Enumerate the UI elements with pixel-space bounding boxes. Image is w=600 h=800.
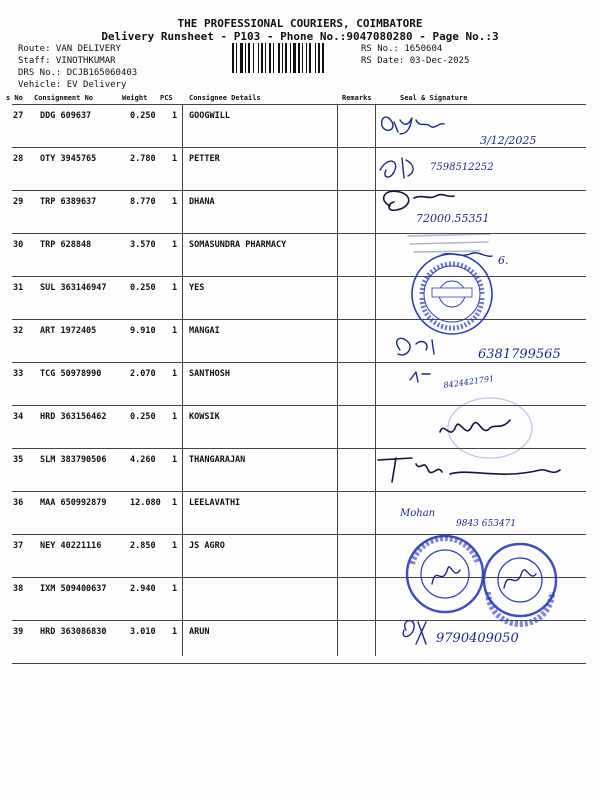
consignee-divider — [182, 104, 183, 656]
row-consignment-no: NEY 40221116 — [40, 541, 102, 551]
row-pcs: 1 — [172, 240, 178, 250]
barcode-bar — [248, 43, 250, 73]
row-pcs: 1 — [172, 412, 178, 422]
faded-stamp-r30 — [408, 234, 490, 252]
row-pcs: 1 — [172, 584, 178, 594]
r27-date: 3/12/2025 — [480, 134, 537, 147]
r28-phone: 7598512252 — [430, 162, 494, 173]
row-consignment-no: IXM 509400637 — [40, 584, 107, 594]
signature-r34 — [440, 420, 510, 432]
barcode-bar — [298, 43, 300, 73]
r30-note: 6. — [498, 254, 509, 267]
barcode-bar — [261, 43, 263, 73]
row-sno: 38 — [13, 584, 24, 594]
barcode-bar — [309, 43, 311, 73]
r36-name: Mohan — [400, 508, 436, 519]
signature-r29 — [384, 191, 454, 210]
row-sno: 37 — [13, 541, 24, 551]
r39-phone: 9790409050 — [436, 631, 519, 646]
barcode-bar — [278, 43, 280, 73]
row-consignment-no: TCG 50978990 — [40, 369, 102, 379]
row-sno: 29 — [13, 197, 24, 207]
drs-number: DRS No.: DCJB165060403 — [18, 68, 138, 78]
row-weight: 9.910 — [130, 326, 156, 336]
col-weight: Weight — [122, 94, 148, 102]
row-consignee: THANGARAJAN — [189, 455, 246, 465]
col-sno: s No — [6, 94, 23, 102]
barcode-bar — [253, 43, 254, 73]
row-sno: 31 — [13, 283, 24, 293]
row-weight: 0.250 — [130, 412, 156, 422]
staff-label: Staff: VINOTHKUMAR — [18, 56, 116, 66]
signature-r35-tail — [450, 470, 560, 474]
row-consignment-no: SLM 383790506 — [40, 455, 107, 465]
rs-number: RS No.: 1650604 — [361, 44, 443, 54]
row-consignee: ARUN — [189, 627, 210, 637]
row-consignment-no: TRP 628848 — [40, 240, 92, 250]
r33-phone: 8424421791 — [443, 373, 495, 390]
row-sno: 35 — [13, 455, 24, 465]
col-consignment: Consignment No — [34, 94, 94, 102]
row-consignment-no: HRD 363156462 — [40, 412, 107, 422]
row-pcs: 1 — [172, 326, 178, 336]
row-sno: 39 — [13, 627, 24, 637]
row-pcs: 1 — [172, 154, 178, 164]
signature-r33 — [410, 372, 430, 382]
signature-r27 — [382, 117, 444, 134]
col-remarks: Remarks — [342, 94, 372, 102]
barcode-bar — [245, 43, 246, 73]
barcode-bar — [315, 43, 316, 73]
barcode-bar — [322, 43, 324, 73]
barcode-bar — [318, 43, 320, 73]
remarks-divider — [337, 104, 338, 656]
row-sno: 36 — [13, 498, 24, 508]
row-sno: 34 — [13, 412, 24, 422]
runsheet-title: Delivery Runsheet - P103 - Phone No.:9047080280 - Page No.:3 — [101, 30, 499, 43]
signature-r39 — [403, 621, 426, 644]
row-weight: 2.780 — [130, 154, 156, 164]
row-pcs: 1 — [172, 455, 178, 465]
vehicle-label: Vehicle: EV Delivery — [18, 80, 127, 90]
barcode-bar — [302, 43, 303, 73]
barcode-icon — [232, 43, 354, 73]
company-seal-r38 — [484, 544, 556, 624]
row-pcs: 1 — [172, 498, 178, 508]
barcode-bar — [285, 43, 287, 73]
row-consignee: SOMASUNDRA PHARMACY — [189, 240, 287, 250]
row-consignee: LEELAVATHI — [189, 498, 241, 508]
row-weight: 0.250 — [130, 283, 156, 293]
signature-r32 — [397, 338, 434, 355]
row-sno: 28 — [13, 154, 24, 164]
col-seal-signature: Seal & Signature — [400, 94, 468, 102]
barcode-bar — [306, 43, 307, 73]
row-consignee: DHANA — [189, 197, 215, 207]
row-weight: 12.080 — [130, 498, 161, 508]
company-title: THE PROFESSIONAL COURIERS, COIMBATORE — [177, 17, 423, 30]
row-weight: 2.850 — [130, 541, 156, 551]
row-consignment-no: HRD 363086830 — [40, 627, 107, 637]
row-sno: 27 — [13, 111, 24, 121]
col-consignee: Consignee Details — [189, 94, 261, 102]
row-consignee: GOOGWILL — [189, 111, 230, 121]
signature-r35 — [378, 458, 442, 482]
signature-area — [370, 108, 600, 668]
barcode-bar — [282, 43, 283, 73]
col-pcs: PCS — [160, 94, 173, 102]
row-consignee: JS AGRO — [189, 541, 225, 551]
row-weight: 3.570 — [130, 240, 156, 250]
r36-phone: 9843 653471 — [456, 519, 517, 529]
row-sno: 30 — [13, 240, 24, 250]
barcode-bar — [236, 43, 237, 73]
row-consignment-no: DDG 609637 — [40, 111, 92, 121]
row-weight: 3.010 — [130, 627, 156, 637]
route-label: Route: VAN DELIVERY — [18, 44, 121, 54]
row-weight: 2.940 — [130, 584, 156, 594]
row-consignee: MANGAI — [189, 326, 220, 336]
row-pcs: 1 — [172, 197, 178, 207]
r32-phone: 6381799565 — [478, 347, 561, 362]
row-sno: 33 — [13, 369, 24, 379]
row-consignee: SANTHOSH — [189, 369, 230, 379]
row-weight: 2.070 — [130, 369, 156, 379]
row-pcs: 1 — [172, 111, 178, 121]
company-seal-r31 — [412, 254, 492, 334]
row-pcs: 1 — [172, 369, 178, 379]
row-consignee: KOWSIK — [189, 412, 220, 422]
barcode-bar — [290, 43, 291, 73]
row-consignment-no: OTY 3945765 — [40, 154, 97, 164]
row-sno: 32 — [13, 326, 24, 336]
barcode-bar — [232, 43, 234, 73]
header-rule — [12, 104, 586, 105]
barcode-bar — [258, 43, 259, 73]
row-consignee: YES — [189, 283, 205, 293]
row-weight: 4.260 — [130, 455, 156, 465]
row-weight: 0.250 — [130, 111, 156, 121]
barcode-bar — [269, 43, 271, 73]
barcode-bar — [240, 43, 243, 73]
row-pcs: 1 — [172, 283, 178, 293]
row-consignment-no: MAA 650992879 — [40, 498, 107, 508]
barcode-bar — [265, 43, 266, 73]
rs-date: RS Date: 03-Dec-2025 — [361, 56, 470, 66]
row-pcs: 1 — [172, 627, 178, 637]
row-pcs: 1 — [172, 541, 178, 551]
row-consignment-no: TRP 6389637 — [40, 197, 97, 207]
barcode-bar — [293, 43, 296, 73]
r29-phone: 72000.55351 — [416, 212, 490, 225]
row-consignment-no: ART 1972405 — [40, 326, 97, 336]
signature-r28 — [380, 158, 413, 178]
row-consignment-no: SUL 363146947 — [40, 283, 107, 293]
row-consignee: PETTER — [189, 154, 220, 164]
barcode-bar — [273, 43, 274, 73]
row-weight: 8.770 — [130, 197, 156, 207]
